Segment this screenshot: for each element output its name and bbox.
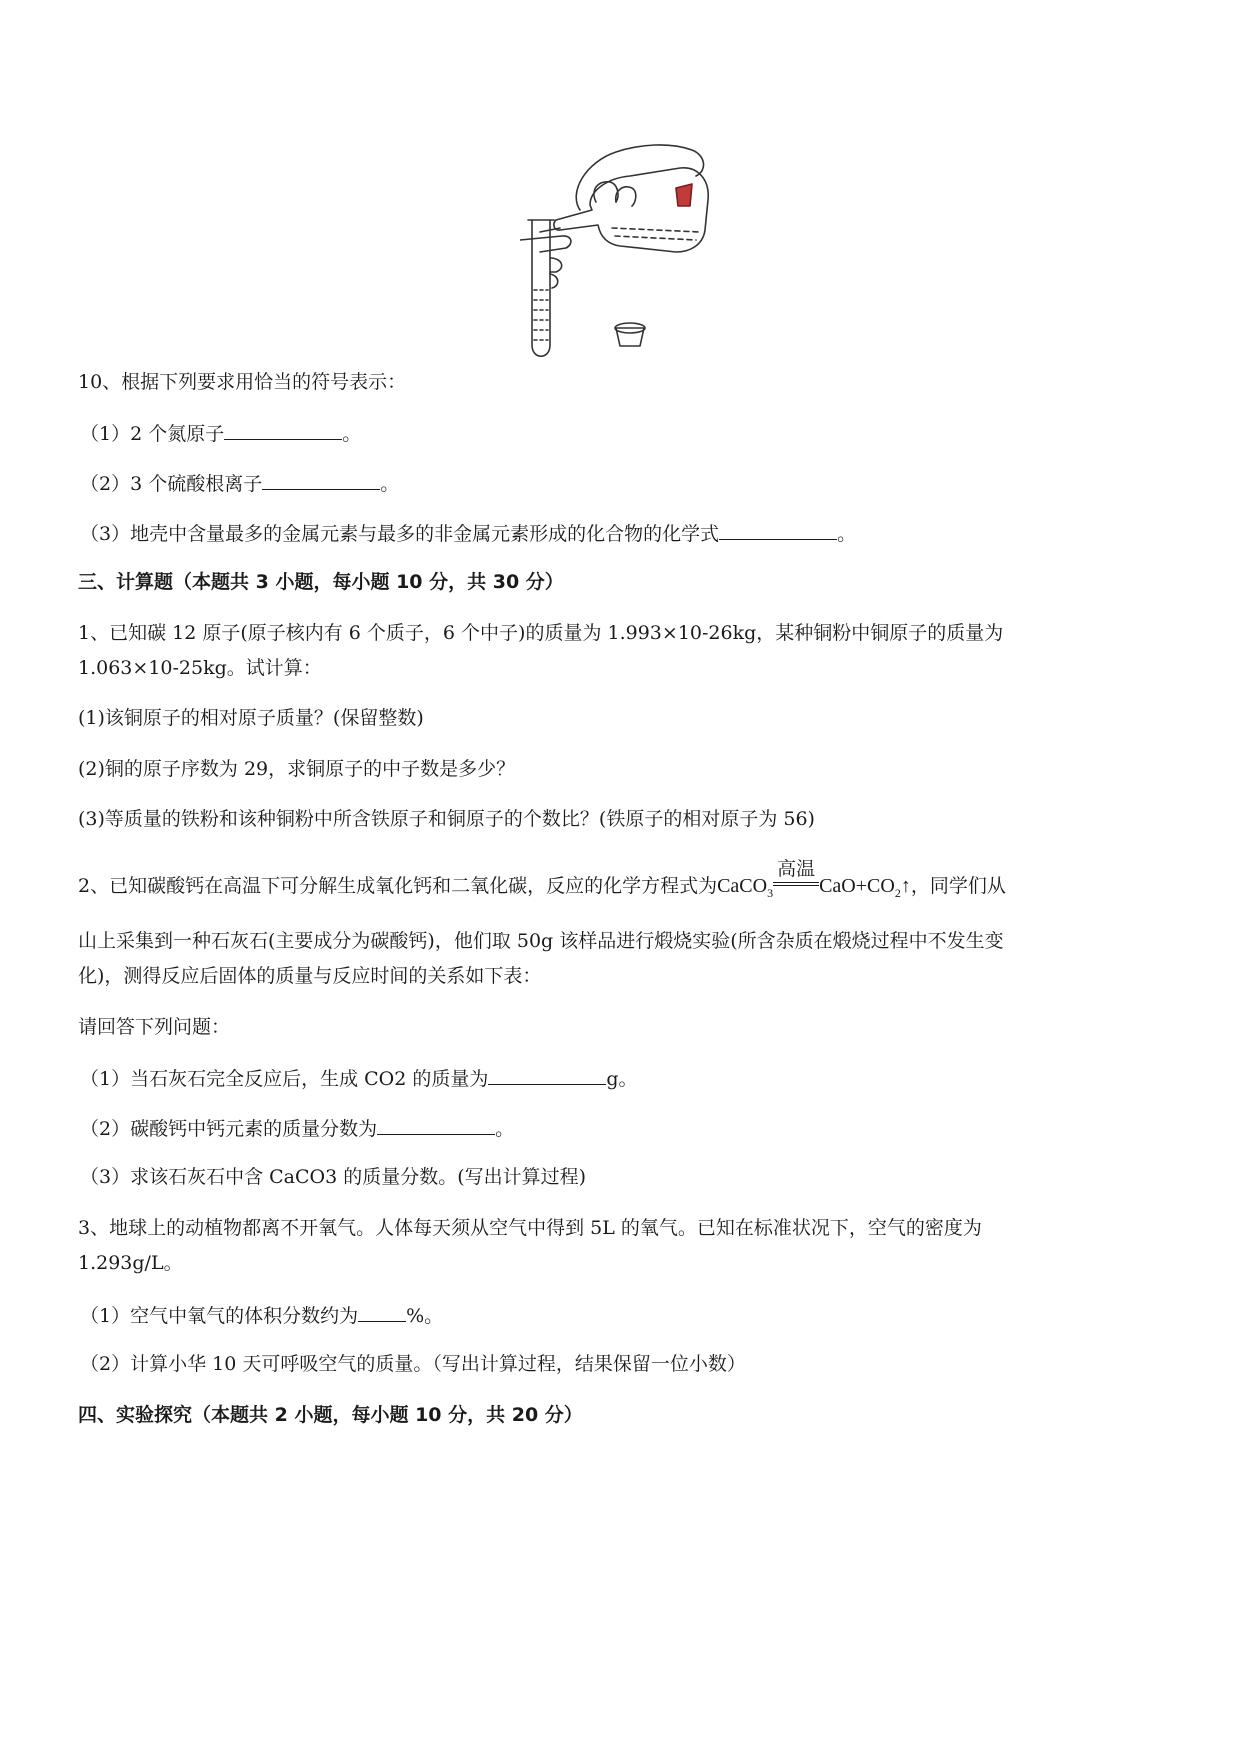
chemical-equation bbox=[717, 858, 911, 900]
calc1-line2: 1.063×10-25kg。试计算： bbox=[78, 657, 322, 679]
calc2-line1 bbox=[78, 858, 1006, 906]
q10-part1-end: 。 bbox=[342, 423, 362, 445]
gas-arrow: ↑ bbox=[900, 875, 911, 897]
calc2-line3: 化)，测得反应后固体的质量与反应时间的关系如下表： bbox=[78, 965, 542, 987]
calc3-line1: 3、地球上的动植物都离不开氧气。人体每天须从空气中得到 5L 的氧气。已知在标准状况下，空气的密度为 bbox=[78, 1217, 982, 1239]
eq-condition-text: 高温 bbox=[777, 858, 816, 880]
calc3-sub1-end: %。 bbox=[406, 1305, 444, 1327]
q10-part2-text: （2）3 个硫酸根离子 bbox=[80, 473, 263, 495]
calc1-line1: 1、已知碳 12 原子(原子核内有 6 个质子，6 个中子)的质量为 1.993×10-26kg，某种铜粉中铜原子的质量为 bbox=[78, 622, 1004, 644]
calc2-line2: 山上采集到一种石灰石(主要成分为碳酸钙)，他们取 50g 该样品进行煅烧实验(所含杂质在煅烧过程中不发生变 bbox=[78, 930, 1004, 952]
calc2-sub2 bbox=[80, 1114, 514, 1142]
answer-blank[interactable] bbox=[262, 469, 380, 490]
q10-title: 10、根据下列要求用恰当的符号表示： bbox=[78, 371, 407, 393]
calc2-intro: 2、已知碳酸钙在高温下可分解生成氧化钙和二氧化碳，反应的化学方程式为 bbox=[78, 875, 718, 897]
calc2-sub1 bbox=[80, 1064, 638, 1092]
calc2-sub2-end: 。 bbox=[495, 1118, 515, 1140]
answer-blank[interactable] bbox=[719, 519, 837, 540]
section-4-heading: 四、实验探究（本题共 2 小题，每小题 10 分，共 20 分） bbox=[78, 1404, 583, 1426]
calc3-sub2: （2）计算小华 10 天可呼吸空气的质量。（写出计算过程，结果保留一位小数） bbox=[80, 1353, 746, 1375]
calc2-sub1-text: （1）当石灰石完全反应后，生成 CO2 的质量为 bbox=[80, 1068, 489, 1090]
q10-part1-text: （1）2 个氮原子 bbox=[80, 423, 225, 445]
q10-part3-text: （3）地壳中含量最多的金属元素与最多的非金属元素形成的化合物的化学式 bbox=[80, 523, 720, 545]
answer-blank[interactable] bbox=[358, 1301, 406, 1322]
q10-part1 bbox=[80, 419, 361, 447]
q10-part3-end: 。 bbox=[837, 523, 857, 545]
calc1-sub2: (2)铜的原子序数为 29，求铜原子的中子数是多少？ bbox=[78, 758, 516, 780]
answer-blank[interactable] bbox=[224, 419, 342, 440]
calc1-sub3: (3)等质量的铁粉和该种铜粉中所含铁原子和铜原子的个数比？(铁原子的相对原子为 56) bbox=[78, 808, 815, 830]
calc3-line2: 1.293g/L。 bbox=[78, 1252, 183, 1274]
q10-part2 bbox=[80, 469, 399, 497]
section-3-heading: 三、计算题（本题共 3 小题，每小题 10 分，共 30 分） bbox=[78, 571, 564, 593]
answer-blank[interactable] bbox=[377, 1114, 495, 1135]
eq-condition bbox=[773, 858, 819, 892]
calc2-sub2-text: （2）碳酸钙中钙元素的质量分数为 bbox=[80, 1118, 378, 1140]
calc2-ask: 请回答下列问题： bbox=[78, 1016, 231, 1038]
eq-products-sub: 2 bbox=[894, 886, 901, 900]
pouring-liquid-illustration bbox=[520, 140, 720, 370]
calc1-sub1: (1)该铜原子的相对原子质量？(保留整数) bbox=[78, 707, 424, 729]
q10-part2-end: 。 bbox=[380, 473, 400, 495]
eq-reactant-sub: 3 bbox=[767, 886, 774, 900]
calc3-sub1 bbox=[80, 1301, 443, 1329]
calc2-intro-end: ，同学们从 bbox=[910, 875, 1006, 897]
calc2-sub1-end: g。 bbox=[606, 1068, 638, 1090]
eq-products: CaO+CO bbox=[819, 875, 895, 897]
q10-part3 bbox=[80, 519, 856, 547]
calc2-sub3: （3）求该石灰石中含 CaCO3 的质量分数。(写出计算过程) bbox=[80, 1166, 587, 1188]
eq-reactant: CaCO bbox=[717, 875, 768, 897]
calc3-sub1-text: （1）空气中氧气的体积分数约为 bbox=[80, 1305, 359, 1327]
answer-blank[interactable] bbox=[488, 1064, 606, 1085]
